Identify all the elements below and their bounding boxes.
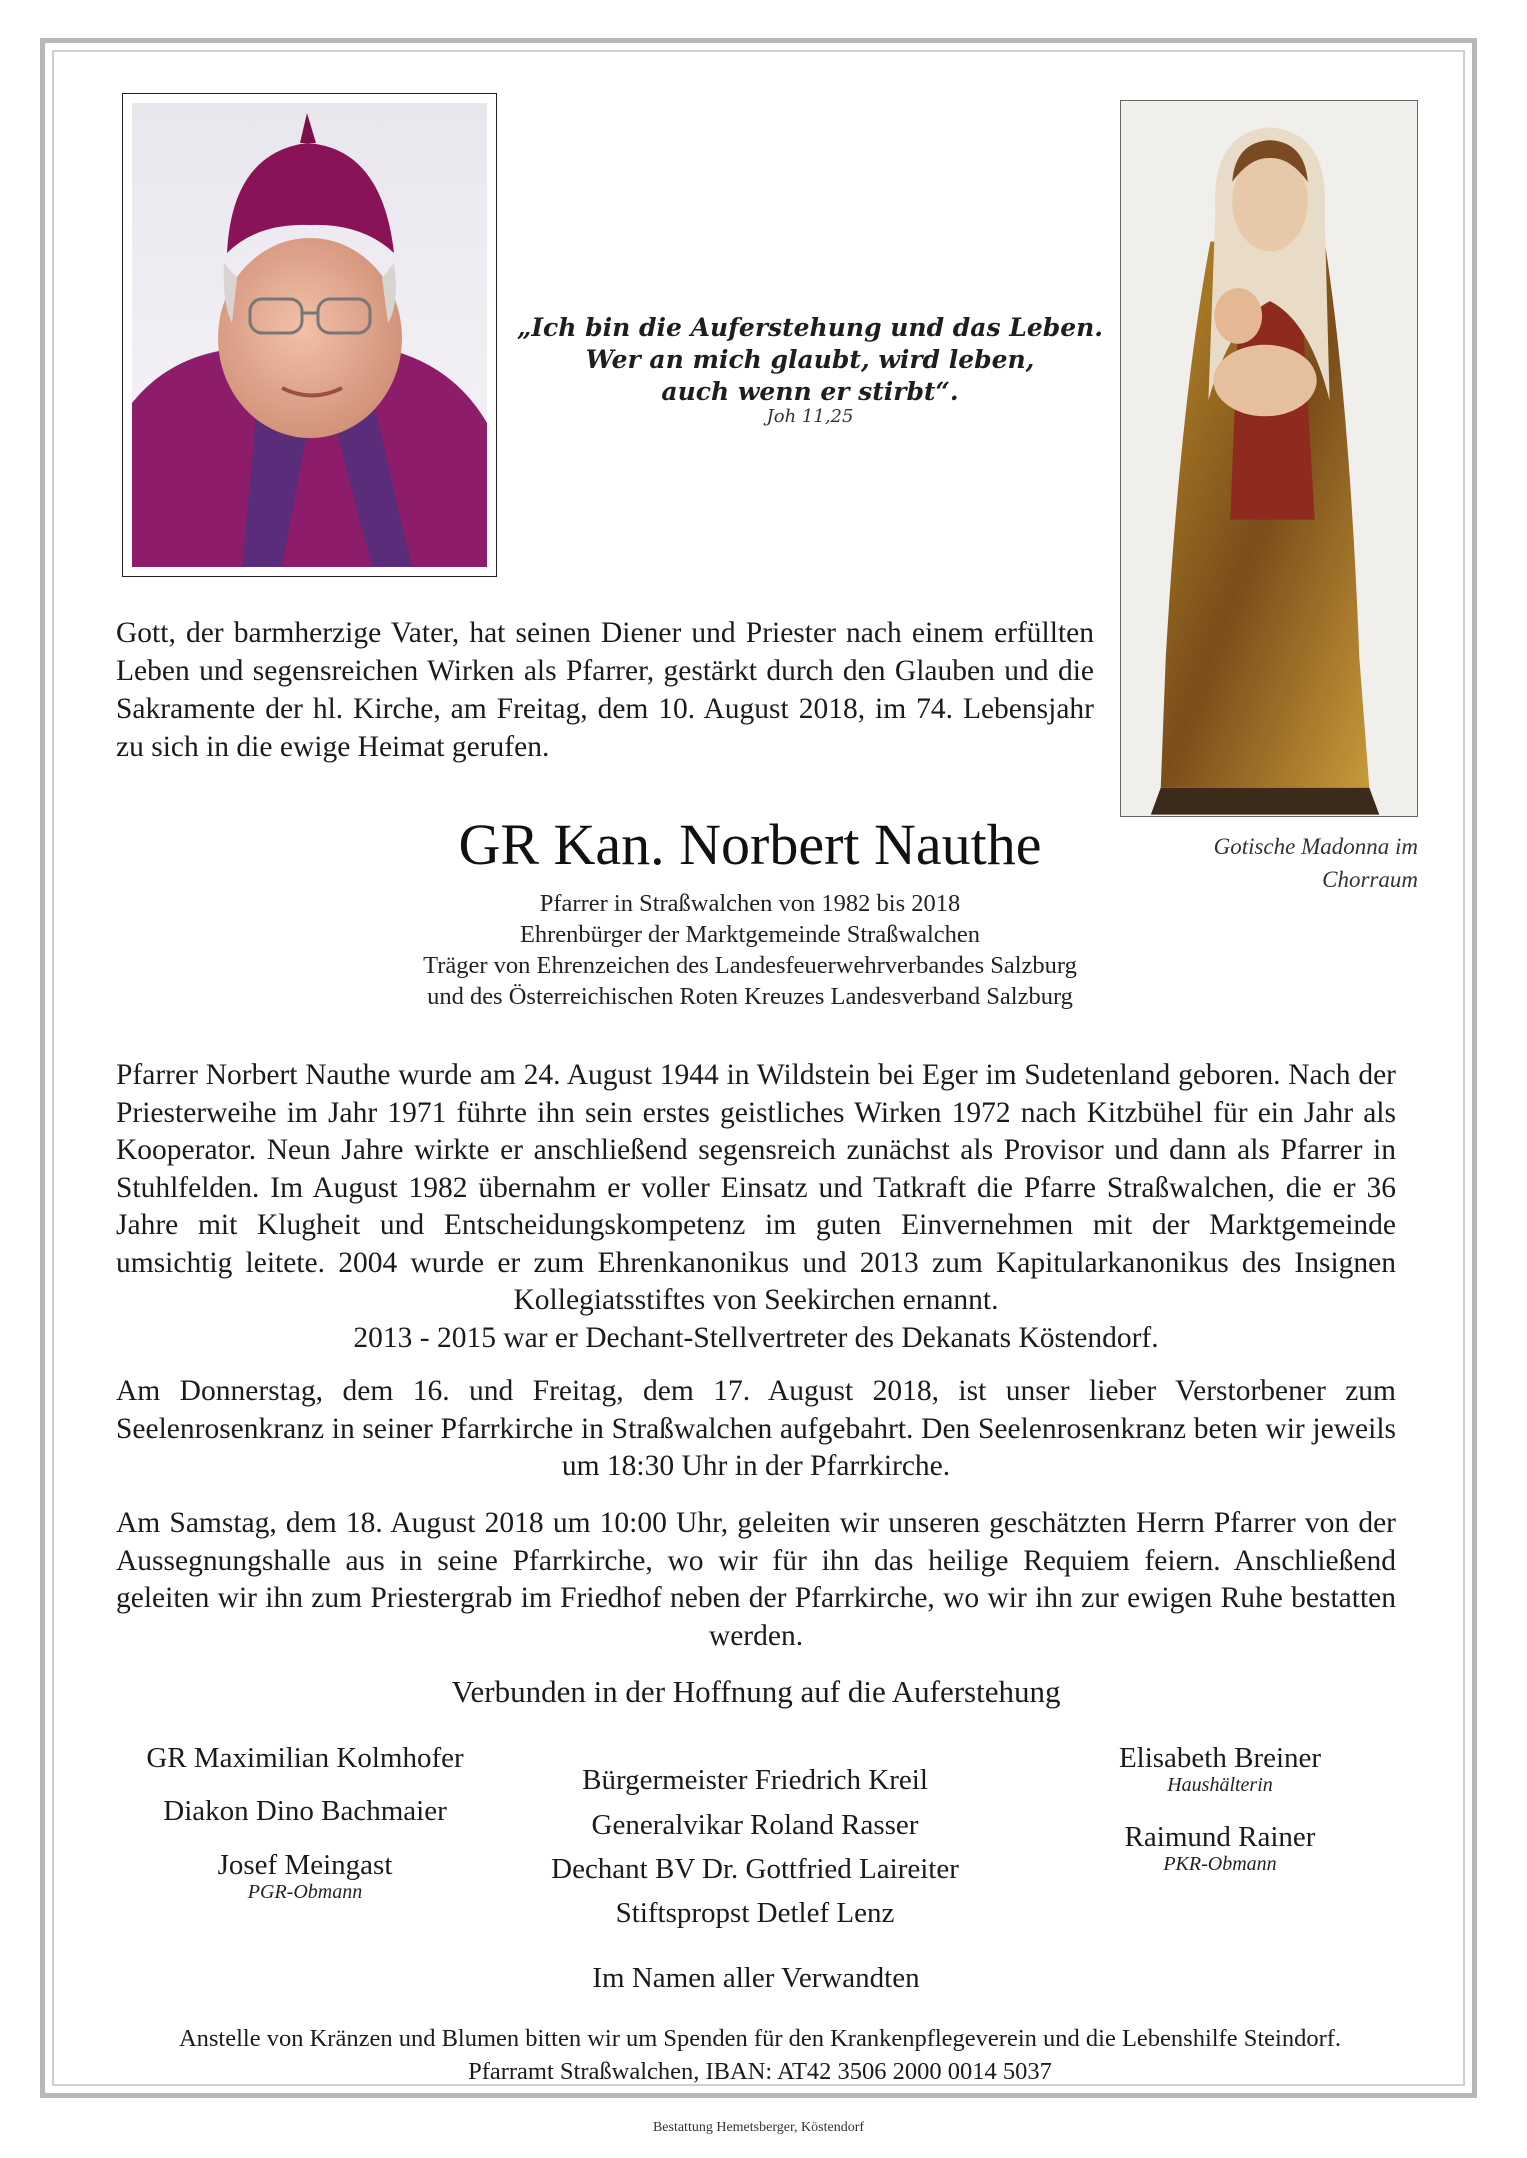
deceased-titles (250, 888, 1250, 1012)
signer (505, 1808, 1005, 1842)
signer (505, 1763, 1005, 1797)
signer-role: Haushälterin (1167, 1774, 1273, 1796)
title-line: Pfarrer in Straßwalchen von 1982 bis 2018 (539, 890, 961, 917)
biography-tail: 2013 - 2015 war er Dechant-Stellvertreter des Dekanats Köstendorf. (353, 1322, 1159, 1354)
madonna-caption-line-2: Chorraum (1322, 867, 1418, 892)
signer-name: Josef Meingast (217, 1849, 393, 1881)
quote-line-1: „Ich bin die Auferstehung und das Leben. (516, 313, 1103, 342)
signer-role: PKR-Obmann (1163, 1853, 1277, 1875)
closing-line: Verbunden in der Hoffnung auf die Auferstehung (451, 1674, 1061, 1709)
signer-role: PGR-Obmann (247, 1881, 363, 1903)
biography-paragraph: Pfarrer Norbert Nauthe wurde am 24. August 1944 in Wildstein bei Eger im Sudetenland geboren. Nach der Priesterweihe im Jahr 1971 führte ihn sein erstes geistliches Wirken 1972 nach Kitzbühel für ein Jahr als Kooperator. Neun Jahre wirkte er anschließend segensreich zunächst als Provisor und dann als Pfarrer in Stuhlfelden. Im August 1982 übernahm er voller Einsatz und Tatkraft die Pfarre Straßwalchen, die er 36 Jahre mit Klugheit und Entscheidungskompetenz im guten Einvernehmen mit der Marktgemeinde umsichtig leitete. 2004 wurde er zum Ehrenkanonikus und 2013 zum Kapitularkanonikus des Insignen Kollegiatsstiftes von Seekirchen ernannt. (116, 1059, 1396, 1316)
donation-note (90, 2022, 1430, 2088)
madonna-image (1121, 101, 1417, 816)
undertaker-credit: Bestattung Hemetsberger, Köstendorf (652, 2120, 865, 2135)
signer (100, 1848, 510, 1902)
intro-paragraph: Gott, der barmherzige Vater, hat seinen Diener und Priester nach einem erfüllten Leben und segensreichen Wirken als Pfarrer, gestärkt durch den Glauben und die Sakramente der hl. Kirche, am Freitag, dem 10. August 2018, im 74. Lebensjahr zu sich in die ewige Heimat gerufen. (116, 617, 1094, 763)
signer-name: Bürgermeister Friedrich Kreil (582, 1764, 928, 1796)
quote-line-2: Wer an mich glaubt, wird leben, (585, 345, 1035, 374)
family-line: Im Namen aller Verwandten (592, 1962, 920, 1994)
madonna-photo (1120, 100, 1418, 817)
portrait-image (132, 103, 487, 567)
deceased-name: GR Kan. Norbert Nauthe (458, 812, 1042, 877)
rosary-paragraph: Am Donnerstag, dem 16. und Freitag, dem 17. August 2018, ist unser lieber Verstorbener zum Seelenrosenkranz in seiner Pfarrkirche in Straßwalchen aufgebahrt. Den Seelenrosenkranz beten wir jeweils um 18:30 Uhr in der Pfarrkirche. (116, 1375, 1396, 1482)
donation-line-2: Pfarramt Straßwalchen, IBAN: AT42 3506 2000 0014 5037 (468, 2058, 1052, 2085)
signer-name: Dechant BV Dr. Gottfried Laireiter (551, 1853, 959, 1885)
title-line: Ehrenbürger der Marktgemeinde Straßwalchen (519, 921, 981, 948)
signer-name: Elisabeth Breiner (1118, 1742, 1322, 1774)
quote-line-3: auch wenn er stirbt“. (661, 377, 959, 406)
title-line: Träger von Ehrenzeichen des Landesfeuerwehrverbandes Salzburg (423, 952, 1077, 979)
signer (1010, 1741, 1430, 1795)
signer-name: Raimund Rainer (1124, 1821, 1316, 1853)
signer (1010, 1820, 1430, 1874)
madonna-caption-line-1: Gotische Madonna im (1213, 834, 1418, 859)
portrait-photo (122, 93, 497, 577)
funeral-paragraph: Am Samstag, dem 18. August 2018 um 10:00 Uhr, geleiten wir unseren geschätzten Herrn Pfarrer von der Aussegnungshalle aus in seine Pfarrkirche, wo wir für ihn das heilige Requiem feiern. Anschließend geleiten wir ihn zum Priestergrab im Friedhof neben der Pfarrkirche, wo wir ihn zur ewigen Ruhe bestatten werden. (116, 1507, 1396, 1652)
signer-name: Stiftspropst Detlef Lenz (615, 1897, 895, 1929)
quote-reference: Joh 11,25 (766, 406, 854, 427)
signer (100, 1794, 510, 1828)
donation-line-1: Anstelle von Kränzen und Blumen bitten wir um Spenden für den Krankenpflegeverein und die Lebenshilfe Steindorf. (178, 2025, 1342, 2052)
scripture-quote (500, 312, 1120, 408)
signer (505, 1852, 1005, 1886)
signer-name: GR Maximilian Kolmhofer (146, 1742, 464, 1774)
signer-name: Diakon Dino Bachmaier (163, 1795, 447, 1827)
signer-name: Generalvikar Roland Rasser (591, 1809, 919, 1841)
signer (505, 1896, 1005, 1930)
title-line: und des Österreichischen Roten Kreuzes Landesverband Salzburg (427, 983, 1073, 1010)
signer (100, 1741, 510, 1775)
